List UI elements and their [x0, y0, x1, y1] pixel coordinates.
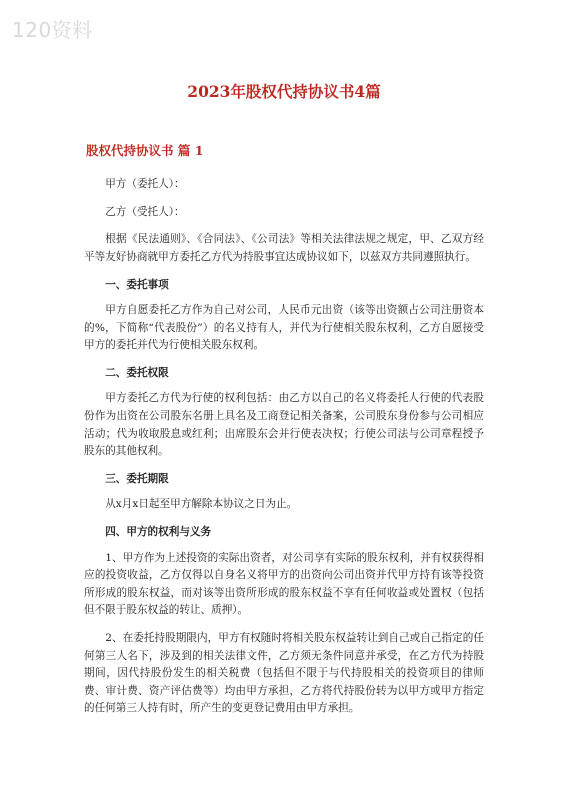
clause-paragraph-2: 甲方委托乙方代为行使的权利包括：由乙方以自己的名义将委托人行使的代表股份作为出资在公司股东名册上具名及工商登记相关备案，公司股东身份参与公司相应活动；代为收取股息或红利；出席股东会并行使表决权；行使公司法与公司章程授予股东的其他权利。	[84, 392, 484, 458]
clause-heading-4: 四、甲方的权利与义务	[105, 526, 212, 539]
party-a-line: 甲方（委托人）：	[105, 178, 185, 191]
clause-heading-3: 三、委托期限	[105, 472, 169, 485]
clause-heading-1: 一、委托事项	[105, 278, 169, 291]
intro-paragraph: 根据《民法通则》、《合同法》、《公司法》等相关法律法规之规定，甲、乙双方经平等友好协商就甲方委托乙方代为持股事宜达成协议如下，以兹双方共同遵照执行。	[84, 233, 484, 263]
section-title: 股权代持协议书 篇 1	[86, 143, 204, 159]
clause-paragraph-5: 2、在委托持股期限内，甲方有权随时将相关股东权益转让到自己或自己指定的任何第三人名下，涉及到的相关法律文件，乙方须无条件同意并承受，在乙方代为持股期间，因代持股份发生的相关税费（包括但不限于与代持股相关的投资项目的律师费、审计费、资产评估费等）均由甲方承担，乙方将代持股份转为以甲方或甲方指定的任何第三人持有时，所产生的变更登记费用由甲方承担。	[84, 632, 484, 715]
clause-paragraph-1: 甲方自愿委托乙方作为自己对公司，人民币元出资（该等出资额占公司注册资本的%，下简称“代表股份”）的名义持有人，并代为行使相关股东权利，乙方自愿接受甲方的委托并代为行使相关股东权利。	[84, 304, 484, 352]
clause-heading-2: 二、委托权限	[105, 366, 169, 379]
document-page	[84, 72, 484, 718]
clause-paragraph-4: 1、甲方作为上述投资的实际出资者，对公司享有实际的股东权利，并有权获得相应的投资收益，乙方仅得以自身名义将甲方的出资向公司出资并代甲方持有该等投资所形成的股东权益，而对该等出资所形成的股东权益不享有任何收益或处置权（包括但不限于股东权益的转让、质押）。	[84, 551, 484, 617]
clause-paragraph-3: 从x月x日起至甲方解除本协议之日为止。	[105, 498, 298, 511]
party-b-line: 乙方（受托人）：	[105, 205, 185, 218]
watermark: 120资料	[12, 18, 93, 42]
document-title: 2023年股权代持协议书4篇	[187, 82, 381, 101]
